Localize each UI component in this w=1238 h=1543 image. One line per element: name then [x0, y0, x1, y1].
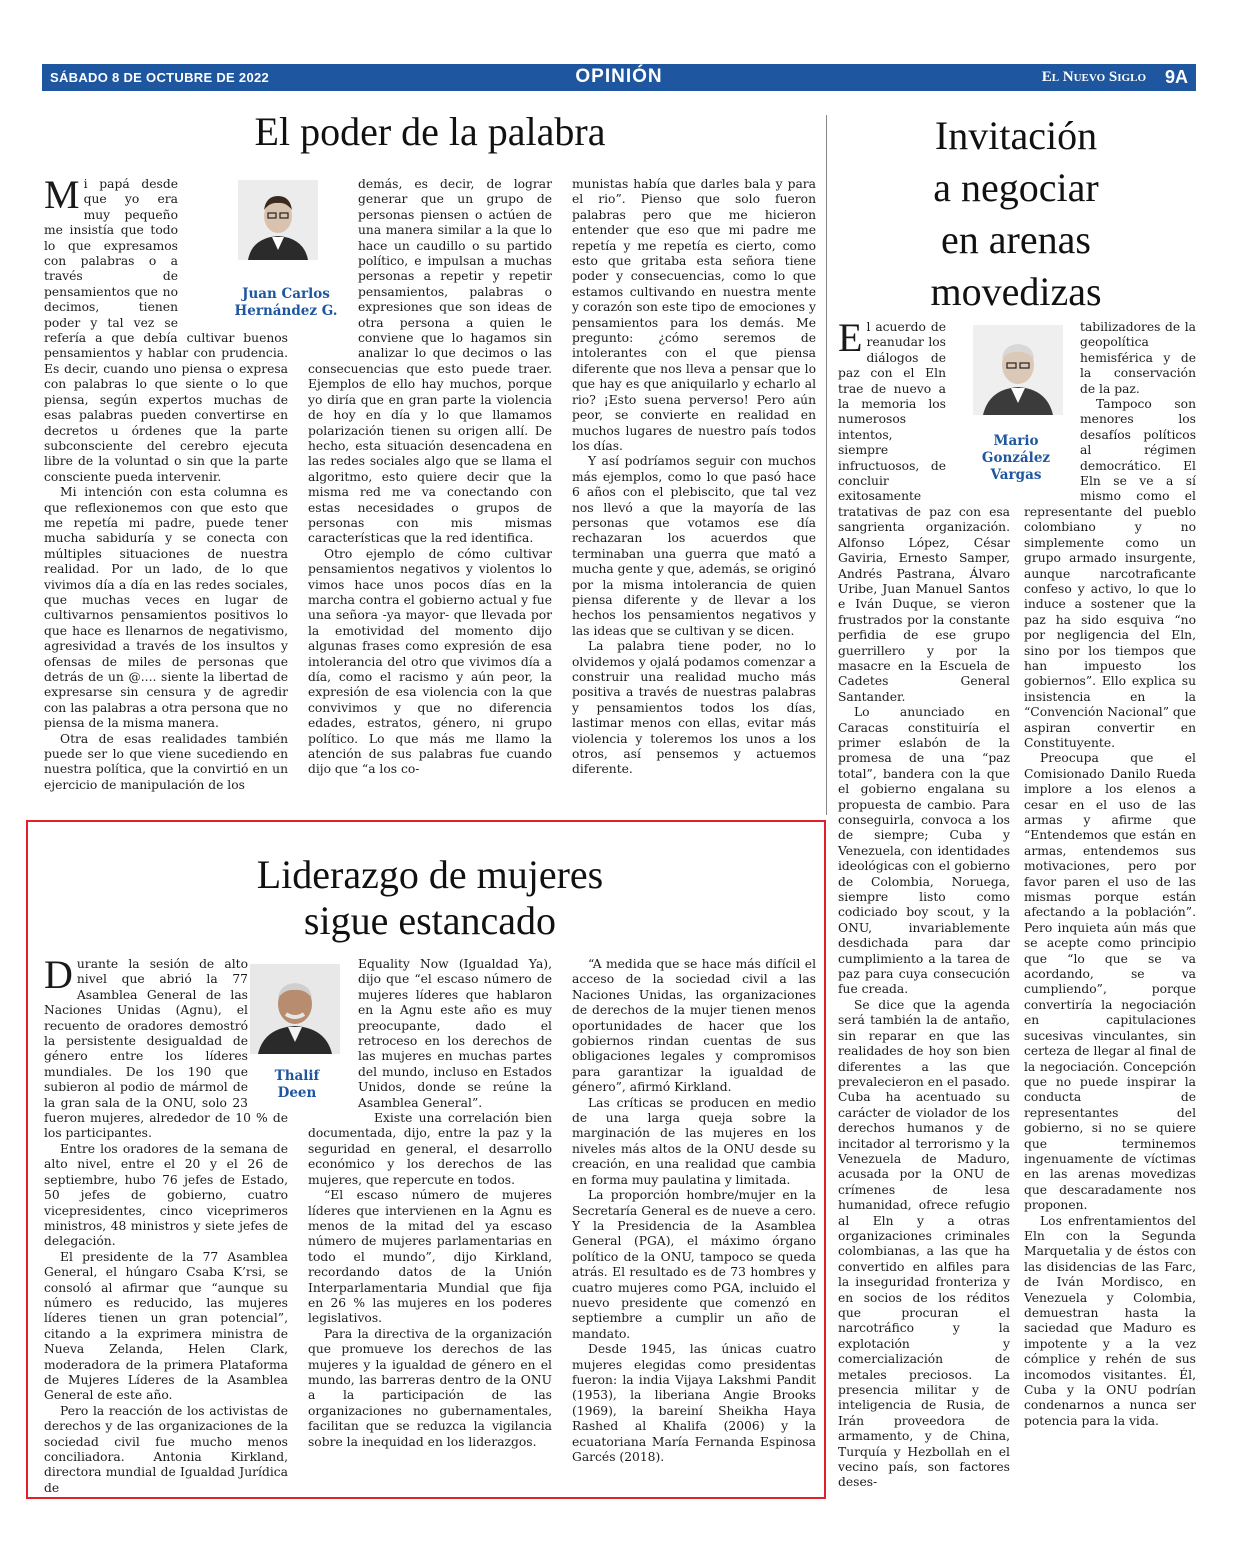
paragraph: “A medida que se hace más difícil el acceso de la sociedad civil a las Naciones Unidas, las organizaciones de derechos de la mujer tienen menos oportunidades de hacer que los gobiernos rindan cuentas de sus obligaciones legales y compromisos para garantizar la igualdad de género”, afirmó Kirkland. — [572, 957, 816, 1095]
portrait-icon — [238, 180, 318, 260]
paragraph: La proporción hombre/mujer en la Secretaría General es de nueve a cero. Y la Presidencia de la Asamblea General (PGA), el máximo órgano político de la ONU, tampoco se queda atrás. El resultado es de 73 hombres y cuatro mujeres como PGA, incluido el nuevo presidente que comenzó en septiembre a cumplir un año de mandato. — [572, 1188, 816, 1341]
author-name: González — [981, 450, 1051, 466]
paragraph: Desde 1945, las únicas cuatro mujeres elegidas como presidentas fueron: la india Vijaya Lakshmi Pandit (1953), la liberiana Angie Brooks (1969), la bareiní Sheikha Haya Rashed al Khalifa (2006) y la ecuatoriana María Fernanda Espinosa Garcés (2018). — [572, 1342, 816, 1464]
article-poder-col3 — [572, 177, 816, 797]
article-poder-col2 — [308, 177, 552, 797]
paragraph: Mi intención con esta columna es que reflexionemos con que esto que me repetía mi padre, puede tener mucha sabiduría y se conecta con múltiples situaciones de nuestra realidad. Por un lado, de lo que vivimos día a día en las redes sociales, que muchas veces en lugar de cultivarnos pensamientos positivos lo que hace es llenarnos de negativismo, agresividad a través de los insultos y ofensas de miles de personas que detrás de un @.... siente la libertad de expresarse sin censura y de agredir con las palabras a otra persona que no piensa de la misma manera. — [44, 485, 288, 731]
page-header — [42, 64, 1196, 91]
paragraph: Se dice que la agenda será también la de antaño, sin reparar en que las realidades de hoy son bien diferentes a las que prevalecieron en el pasado. Cuba ha acentuado su carácter de violador de los derechos humanos y de incitador al terrorismo y la Venezuela de Maduro, acusada por la ONU de crímenes de lesa humanidad, ofrece refugio al Eln y a otras organizaciones criminales colombianas, a las que ha convertido en alfiles para la inseguridad fronteriza y en socios de los réditos que procuran el narcotráfico y la explotación y comercialización de metales preciosos. La presencia militar y de inteligencia de Rusia, de Irán proveedora de armamento, y de China, Turquía y Hezbollah en el vecino país, son factores deses- — [838, 997, 1010, 1490]
paragraph: Entre los oradores de la semana de alto nivel, entre el 20 y el 26 de septiembre, hubo 76 jefes de Estado, 50 jefes de gobierno, cuatro vicepresidentes, cinco viceprimeros ministros, 48 ministros y siete jefes de delegación. — [44, 1141, 288, 1249]
drop-cap: D — [44, 952, 73, 997]
photo-spacer — [308, 177, 358, 347]
paragraph: Equality Now (Igualdad Ya), dijo que “el escaso número de mujeres líderes que hablaron en la Agnu este año es muy preocupante, dado el retroceso en los derechos de las mujeres en muchas partes del mundo, incluso en Estados Unidos, donde se reúne la Asamblea General”. — [358, 957, 552, 1110]
paragraph: Y así podríamos seguir con muchos más ejemplos, como lo que pasó hace 6 años con el plebiscito, que tal vez nos llevó a que la mayoría de las personas que votamos ese día rechazaran los acuerdos que terminaban una guerra que mató a mucha gente y que, además, se originó por la misma intolerancia de quien piensa diferente y de llevar a los hechos los pensamientos negativos y las ideas que se cultivan y se dicen. — [572, 454, 817, 638]
author-name: Thalif — [274, 1068, 320, 1084]
paragraph: i papá desde que yo era muy pequeño me insistía que todo lo que expresamos con palabras o a través de pensamientos que no decimos, tienen poder y tal vez se refería a que debía cultivar buenos pensamientos y hablar con prudencia. Es decir, cuando uno piensa o expresa con palabras lo que siente o lo que piensa, según expertos muchas de esas palabras pueden convertirse en decretos u órdenes que la parte subconsciente del cerebro ejecuta libre de la voluntad o sin que la parte consciente pueda intervenir. — [44, 177, 288, 484]
author-name: Mario — [993, 433, 1039, 449]
paragraph: urante la sesión de alto nivel que abrió la 77 Asamblea General de las Naciones Unidas (Agnu), el recuento de oradores demostró la persistente desigualdad de género entre los líderes mundiales. De los 190 que subieron al podio de mármol de la gran sala de la ONU, solo 23 fueron mujeres, alrededor de 10 % de los participantes. — [44, 957, 288, 1141]
article-invitacion-col1 — [838, 315, 1010, 1495]
title-line: sigue estancado — [303, 898, 557, 943]
author-name: Hernández G. — [234, 303, 338, 319]
paragraph: l acuerdo de reanudar los diálogos de paz con el Eln trae de nuevo a la memoria los numerosos intentos, siempre infructuosos, de concluir exitosamente tratativas de paz con esa sangrienta organización. Alfonso López, César Gaviria, Ernesto Samper, Andrés Pastrana, Álvaro Uribe, Juan Manuel Santos e Iván Duque, se vieron frustrados por la constante perfidia de ese grupo guerrillero y por la masacre en la Escuela de Cadetes General Santander. — [838, 320, 1010, 704]
title-line: Liderazgo de mujeres — [256, 852, 604, 897]
section-name: OPINIÓN — [575, 66, 663, 87]
article-invitacion-col2 — [1024, 320, 1196, 1495]
paragraph: “El escaso número de mujeres líderes que intervienen en la Agnu es menos de la mitad del ya escaso número de mujeres parlamentarias en todo el mundo”, dijo Kirkland, recordando datos de la Unión Interparlamentaria Mundial que fija en 26 % las mujeres en los poderes legislativos. — [308, 1188, 552, 1326]
paragraph: Otro ejemplo de cómo cultivar pensamientos negativos y violentos lo vimos hace unos pocos días en la marcha contra el gobierno actual y fue una señora -ya mayor- que llevada por la emotividad del momento dijo algunas frases como expresión de esa intolerancia del otro que vivimos día a día, como el racismo y aún peor, la expresión de esa violencia con la que convivimos y que no diferencia edades, estratos, género, ni grupo político. Lo que más me llamo la atención de sus palabras fue cuando dijo que “a los co- — [308, 546, 552, 777]
paragraph: demás, es decir, de lograr generar que un grupo de personas piensen o actúen de una manera similar a la que lo hace un caudillo o su partido político, e impulsan a muchas personas a repetir y repetir pensamientos, palabras o expresiones que son ideas de otra persona a quien le conviene que lo hagamos sin analizar lo que decimos o las consecuencias que esto puede traer. Ejemplos de ello hay muchos, porque yo diría que en gran parte la violencia de hoy en día y lo que llamamos polarización tienen su origen allí. De hecho, esta situación desencadena en las redes sociales algo que se llama el algoritmo, esto quiere decir que la misma red me va conectando con estas necesidades o grupos de personas con mis mismas características que la red identifica. — [308, 177, 552, 546]
paragraph: El presidente de la 77 Asamblea General, el húngaro Csaba K’rsi, se consoló al afirmar que “aunque su número es reducido, las mujeres líderes tienen un gran potencial”, citando a la exprimera ministra de Nueva Zelanda, Helen Clark, moderadora de la primera Plataforma de Mujeres Líderes de la Asamblea General de este año. — [44, 1249, 288, 1403]
paragraph: Pero la reacción de los activistas de derechos y de las organizaciones de la sociedad civil fue mucho menos conciliadora. Antonia Kirkland, directora mundial de Igualdad Jurídica de — [44, 1403, 288, 1495]
article-title-poder: El poder de la palabra — [254, 109, 606, 154]
title-line: en arenas — [941, 217, 1091, 262]
paragraph: Los enfrentamientos del Eln con la Segunda Marquetalia y de éstos con las disidencias de las Farc, de Iván Mordisco, en Venezuela y Colombia, demuestran hasta la saciedad que Maduro es impotente y a la vez cómplice y rehén de sus incomodos visitantes. Él, Cuba y la ONU podrían condenarnos a nunca ser potencia para la vida. — [1024, 1213, 1196, 1428]
title-line: Invitación — [934, 113, 1098, 158]
article-title-invitacion — [838, 110, 1194, 318]
paragraph: Tampoco son menores los desafíos políticos al régimen democrático. El Eln se ve a sí mismo como el representante del pueblo colombiano y no simplemente como un grupo armado insurgente, aunque narcotraficante confeso y activo, lo que lo induce a sostener que la paz ha sido esquiva “no por negligencia del Eln, sino por los tiempos que han impuesto los gobiernos”. Ello explica su insistencia en la “Convención Nacional” que aspiran convertir en Constituyente. — [1024, 397, 1196, 750]
article-liderazgo-col2 — [308, 957, 552, 1487]
photo-spacer — [1024, 320, 1080, 495]
newspaper-name: El Nuevo Siglo — [1041, 69, 1146, 85]
title-line: a negociar — [933, 165, 1099, 210]
issue-date: SÁBADO 8 DE OCTUBRE DE 2022 — [50, 70, 270, 85]
article-poder-col1 — [44, 172, 288, 797]
drop-cap: E — [838, 315, 863, 360]
paragraph: Las críticas se producen en medio de una larga queja sobre la marginación de las mujeres en los niveles más altos de la ONU desde su creación, en una realidad que cambia en forma muy paulatina y limitada. — [572, 1095, 816, 1187]
author-photo-juan-carlos — [238, 180, 318, 260]
paragraph: La palabra tiene poder, no lo olvidemos y ojalá podamos comenzar a construir una realidad mucho más positiva a través de nuestras palabras y pensamientos todos los días, lastimar menos con ellas, evitar más violencia y toleremos los unos a los otros, así pensemos y actuemos diferente. — [572, 639, 816, 777]
paragraph: Lo anunciado en Caracas constituiría el primer eslabón de la promesa de una “paz total”, bandera con la que el gobierno engalana su propuesta de cambio. Para conseguirla, convoca a los de siempre; Cuba y Venezuela, con identidades ideológicas con el gobierno de Colombia, Noruega, siempre listo como codiciado boy scout, y la ONU, invariablemente desdichada para dar cumplimiento a la tarea de paz para cuya consecución fue creada. — [838, 705, 1010, 997]
page-number: 9A — [1164, 67, 1188, 87]
drop-cap: M — [44, 172, 80, 217]
paragraph: Para la directiva de la organización que promueve los derechos de las mujeres y la igualdad de género en el mundo, las barreras dentro de la ONU a la participación de las organizaciones no gubernamentales, facilitan que se reduzca la vigilancia sobre la inequidad en los liderazgos. — [308, 1326, 552, 1449]
author-name: Vargas — [990, 467, 1042, 483]
column-divider — [826, 115, 827, 815]
paragraph: Preocupa que el Comisionado Danilo Rueda implore a los elenos a cesar en el uso de las armas y afirme que “Entendemos que están en armas, entendemos sus motivaciones, pero por favor paren el uso de las mismas porque están afectando a la población”. Pero inquieta aún más que se acepte como principio que “lo que se va acordando, se va cumpliendo”, porque convertiría la negociación en capitulaciones sucesivas vinculantes, sin certeza de llegar al final de la negociación. Concepción que no puede inspirar la conducta de representantes del gobierno, si no se quiere que terminemos ingenuamente de víctimas en las arenas movedizas que descaradamente nos proponen. — [1024, 751, 1196, 1213]
title-line: movedizas — [930, 269, 1102, 314]
paragraph: tabilizadores de la geopolítica hemisférica y de la conservación de la paz. — [1080, 320, 1196, 396]
author-name: Deen — [277, 1085, 317, 1101]
paragraph: Otra de esas realidades también puede ser lo que viene sucediendo en nuestra política, que la convirtió en un ejercicio de manipulación de los — [44, 731, 288, 792]
paragraph: Existe una correlación bien documentada, dijo, entre la paz y la seguridad en general, el desarrollo económico y los derechos de las mujeres, que repercute en todos. — [308, 1111, 552, 1187]
article-title-liderazgo — [40, 852, 820, 944]
article-liderazgo-col3 — [572, 957, 816, 1487]
photo-spacer — [308, 957, 358, 1122]
paragraph: munistas había que darles bala y para el rio”. Pienso que solo fueron palabras pero que me hicieron entender que eso que mi padre me repetía y me repetía es cierto, como esto que gritaba esta señora tiene poder y consecuencias, como lo que estamos cultivando en nuestra mente y corazón son este tipo de emociones y pensamientos para los demás. Me pregunto: ¿cómo seremos de intolerantes con el que piensa diferente que nos lleva a pensar que lo que hay es que aniquilarlo y echarlo al rio? ¡Esto suena perverso! Pero aún peor, se convierte en realidad en muchos lugares de nuestro país todos los días. — [572, 177, 816, 453]
author-name: Juan Carlos — [242, 286, 330, 302]
